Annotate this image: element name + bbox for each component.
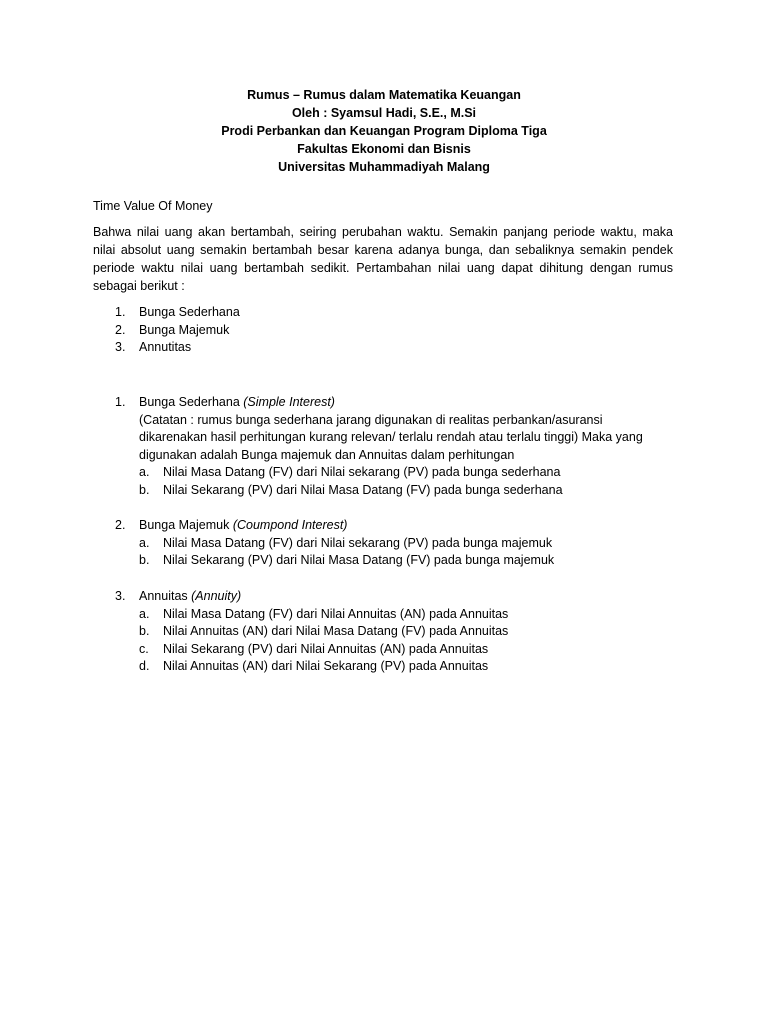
sub-list-letter: a. — [139, 606, 150, 621]
sub-list-item — [139, 623, 508, 641]
sub-list-letter: a. — [139, 535, 150, 550]
sub-list-item — [139, 658, 508, 676]
sub-list — [139, 535, 554, 570]
author-line: Oleh : Syamsul Hadi, S.E., M.Si — [291, 106, 477, 120]
sub-list-text: Nilai Sekarang (PV) dari Nilai Masa Datang (FV) pada bunga sederhana — [163, 482, 563, 497]
list-number: 3. — [115, 589, 126, 603]
sub-list-text: Nilai Sekarang (PV) dari Nilai Annuitas (AN) pada Annuitas — [163, 641, 489, 656]
list-item — [115, 339, 240, 357]
note-line: (Catatan : rumus bunga sederhana jarang digunakan di realitas perbankan/asuransi — [139, 412, 603, 427]
note-line: digunakan adalah Bunga majemuk dan Annuitas dalam perhitungan — [139, 447, 515, 462]
item-label-text: Annuitas — [139, 589, 192, 603]
sub-list-letter: d. — [139, 659, 150, 674]
intro-paragraph: Bahwa nilai uang akan bertambah, seiring perubahan waktu. Semakin panjang periode waktu, maka nilai absolut uang semakin bertambah besar karena adanya bunga, dan sebaliknya semakin pendek periode waktu nilai uang bertambah sedikit. Pertambahan nilai uang dapat dihitung dengan rumus sebagai berikut : — [93, 225, 673, 293]
sub-list-letter: c. — [139, 641, 149, 656]
section-heading: Time Value Of Money — [93, 199, 213, 213]
sub-list-text: Nilai Masa Datang (FV) dari Nilai sekarang (PV) pada bunga majemuk — [163, 535, 553, 550]
list-item — [115, 322, 240, 340]
list-number: 3. — [115, 340, 126, 355]
sub-list-letter: b. — [139, 553, 150, 568]
list-number: 1. — [115, 395, 126, 409]
item-label-text: Bunga Sederhana — [139, 395, 244, 409]
sub-list-item — [139, 606, 508, 624]
sub-list-letter: b. — [139, 482, 150, 497]
sub-list-letter: a. — [139, 465, 150, 480]
document-title: Rumus – Rumus dalam Matematika Keuangan — [247, 88, 521, 102]
list-item — [115, 588, 508, 606]
sub-list-item — [139, 482, 643, 500]
summary-list — [115, 304, 240, 357]
item-label-text: Bunga Majemuk — [139, 518, 233, 532]
sub-list-text: Nilai Masa Datang (FV) dari Nilai sekarang (PV) pada bunga sederhana — [163, 465, 561, 480]
sub-list-text: Nilai Sekarang (PV) dari Nilai Masa Datang (FV) pada bunga majemuk — [163, 553, 555, 568]
sub-list-text: Nilai Masa Datang (FV) dari Nilai Annuitas (AN) pada Annuitas — [163, 606, 509, 621]
sub-list — [139, 464, 643, 499]
detail-item-annuitas — [115, 588, 508, 676]
note-line: dikarenakan hasil perhitungan kurang relevan/ terlalu rendah atau terlalu tinggi) Maka yang — [139, 430, 643, 445]
detail-item-bunga-sederhana — [115, 394, 643, 500]
list-number: 1. — [115, 305, 126, 319]
detail-item-bunga-majemuk — [115, 517, 554, 570]
item-label-italic: (Annuity) — [191, 589, 242, 603]
sub-list-item — [139, 641, 508, 659]
list-label — [139, 517, 347, 535]
list-label: Annutitas — [139, 340, 192, 355]
sub-list-item — [139, 552, 554, 570]
university-line: Universitas Muhammadiyah Malang — [278, 160, 490, 174]
sub-list — [139, 606, 508, 676]
item-label-italic: (Coumpond Interest) — [232, 518, 348, 532]
list-item — [115, 304, 240, 322]
sub-list-item — [139, 464, 643, 482]
list-label — [139, 394, 335, 412]
sub-list-text: Nilai Annuitas (AN) dari Nilai Sekarang (PV) pada Annuitas — [163, 659, 489, 674]
sub-list-letter: b. — [139, 624, 150, 639]
list-number: 2. — [115, 322, 126, 337]
sub-list-text: Nilai Annuitas (AN) dari Nilai Masa Datang (FV) pada Annuitas — [163, 624, 509, 639]
list-label: Bunga Majemuk — [139, 322, 230, 337]
faculty-line: Fakultas Ekonomi dan Bisnis — [297, 142, 471, 156]
program-line: Prodi Perbankan dan Keuangan Program Diploma Tiga — [221, 124, 547, 138]
item-label-italic: (Simple Interest) — [243, 395, 335, 409]
list-number: 2. — [115, 518, 126, 532]
list-item — [115, 517, 554, 535]
list-label: Bunga Sederhana — [139, 305, 240, 319]
list-label — [139, 588, 241, 606]
list-item — [115, 394, 643, 412]
document-header — [0, 86, 768, 176]
sub-list-item — [139, 535, 554, 553]
